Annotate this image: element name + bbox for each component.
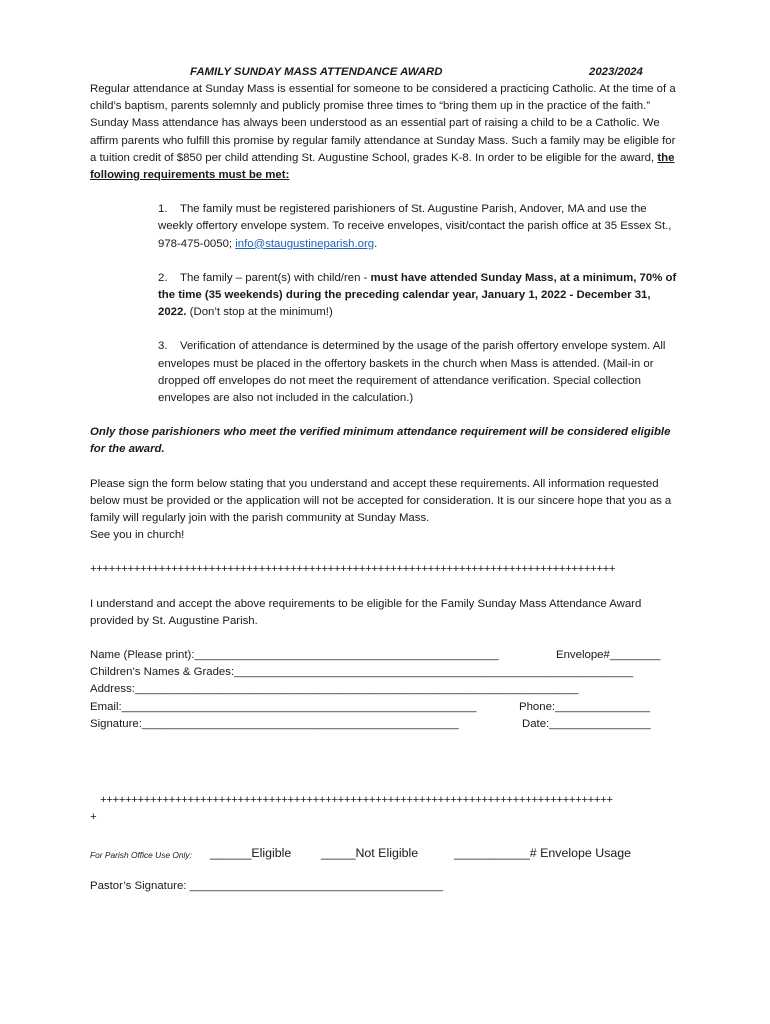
signature-row xyxy=(90,716,682,733)
phone-field[interactable]: Phone:_______________ xyxy=(519,700,651,713)
intro-emphasis: the following requirements must be met: xyxy=(90,151,675,182)
eligible-checkbox[interactable]: ______Eligible xyxy=(210,846,292,860)
application-form xyxy=(90,647,682,733)
children-row xyxy=(90,664,682,681)
acceptance-statement: I understand and accept the above requirements to be eligible for the Family Sunday Mass Attendance Award provided by St. Augustine Parish. xyxy=(90,597,642,627)
office-use-row xyxy=(90,846,682,863)
requirement-3 xyxy=(158,338,682,407)
requirement-text-end: (Don’t stop at the minimum!) xyxy=(186,306,333,319)
intro-text: Regular attendance at Sunday Mass is essential for someone to be considered a practicing Catholic. At the time of a child’s baptism, parents solemnly and publicly promise three times to “bring them up in the practice of the faith.” Sunday Mass attendance has always been understood as an essential part of raising a child to be a Catholic. We affirm parents who fulfill this promise by regular family attendance at Sunday Mass. Such a family may be eligible for a tuition credit of $850 per child attending St. Augustine School, grades K-8. In order to be eligible for the award, xyxy=(90,83,676,164)
requirement-1 xyxy=(158,201,682,253)
envelope-usage-field[interactable]: ___________# Envelope Usage xyxy=(454,846,632,860)
address-field[interactable]: Address:______________________________________________________________________ xyxy=(90,683,579,696)
requirement-number: 3. xyxy=(158,340,168,353)
not-eligible-checkbox[interactable]: _____Not Eligible xyxy=(321,846,419,860)
requirement-bold-text: must have attended Sunday Mass, at a minimum, 70% of the time (35 weekends) during the preceding calendar year, January 1, 2022 - December 31, 2022. xyxy=(158,271,677,319)
sign-instructions xyxy=(90,476,682,545)
address-row xyxy=(90,681,682,698)
school-year: 2023/2024 xyxy=(589,66,643,78)
closing-text: See you in church! xyxy=(90,529,185,542)
name-row xyxy=(90,647,682,664)
header-row xyxy=(90,64,682,81)
separator-line-2-tail: + xyxy=(90,811,97,823)
email-link[interactable]: info@staugustineparish.org xyxy=(235,237,375,250)
requirement-text: Verification of attendance is determined by the usage of the parish offertory envelope system. All envelopes must be placed in the offertory baskets in the church when Mass is attended. (Mail-in or dropped off envelopes do not meet the requirement of attendance verification. Special collection envelopes are also not included in the calculation.) xyxy=(158,340,666,405)
envelope-number-field[interactable]: Envelope#________ xyxy=(556,649,661,662)
email-field[interactable]: Email:________________________________________________________ xyxy=(90,700,477,713)
email-phone-row xyxy=(90,699,682,716)
date-field[interactable]: Date:________________ xyxy=(522,717,651,730)
document-body xyxy=(90,64,682,733)
sign-instructions-text: Please sign the form below stating that you understand and accept these requirements. All information requested below must be provided or the application will not be accepted for consideration. It is our sincere hope that you as a family will regularly join with the parish community at Sunday Mass. xyxy=(90,477,672,525)
pastor-signature-field[interactable]: Pastor’s Signature: ________________________________________ xyxy=(90,880,444,892)
name-field[interactable]: Name (Please print):________________________________________________ xyxy=(90,649,499,662)
office-use-label: For Parish Office Use Only: xyxy=(90,850,192,860)
requirement-text-end: . xyxy=(374,237,378,250)
children-names-field[interactable]: Children’s Names & Grades:_______________________________________________________________ xyxy=(90,666,634,679)
requirement-number: 2. xyxy=(158,271,168,284)
eligibility-notice: Only those parishioners who meet the verified minimum attendance requirement will be considered eligible for the award. xyxy=(90,426,671,456)
intro-paragraph xyxy=(90,81,682,184)
signature-field[interactable]: Signature:__________________________________________________ xyxy=(90,717,459,730)
requirement-2 xyxy=(158,270,682,322)
requirement-text: The family must be registered parishioners of St. Augustine Parish, Andover, MA and use the weekly offertory envelope system. To receive envelopes, visit/contact the parish office at 35 Essex St., 978-475-0050; xyxy=(158,203,672,250)
document-title: FAMILY SUNDAY MASS ATTENDANCE AWARD xyxy=(190,66,443,78)
requirement-text: The family – parent(s) with child/ren - xyxy=(180,271,371,284)
separator-line-2: ++++++++++++++++++++++++++++++++++++++++++++++++++++++++++++++++++++++++++++++++++ xyxy=(100,794,613,806)
separator-line: ++++++++++++++++++++++++++++++++++++++++++++++++++++++++++++++++++++++++++++++++++++ xyxy=(90,563,616,576)
requirement-number: 1. xyxy=(158,203,168,216)
